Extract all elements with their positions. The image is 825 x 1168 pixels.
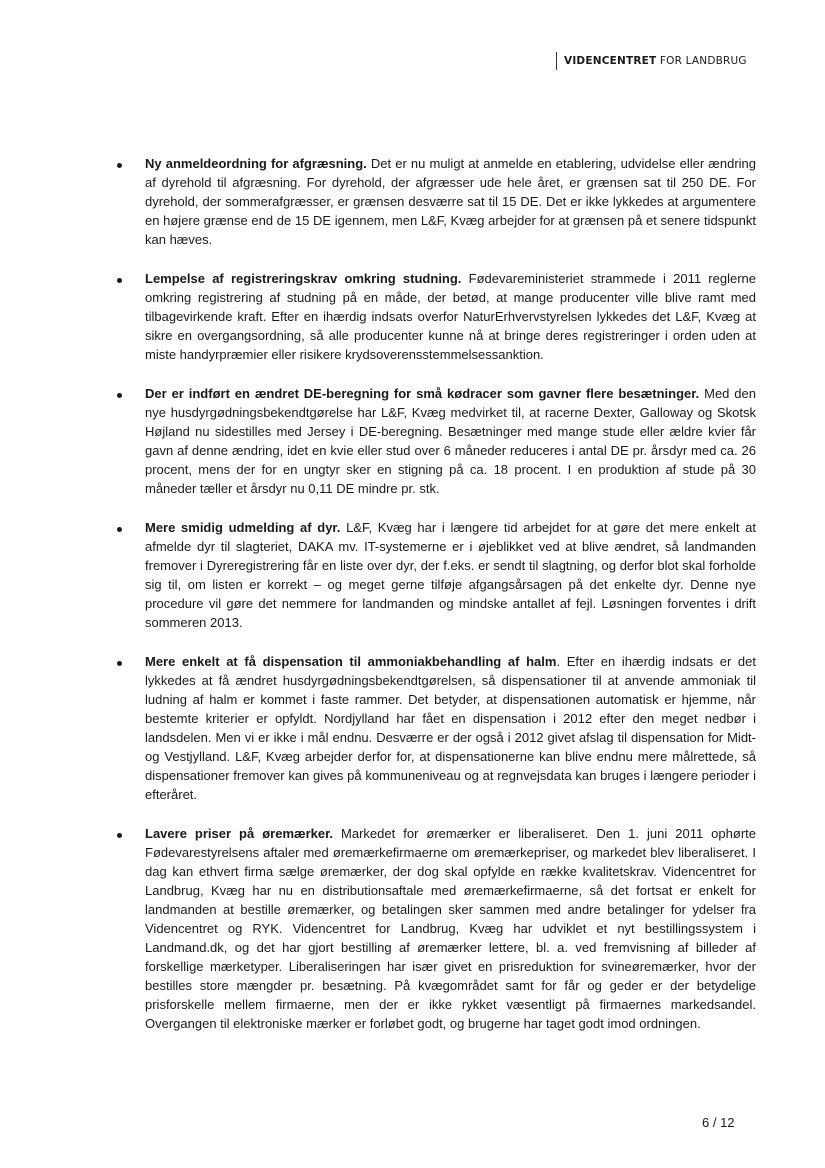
bullet-dot-icon — [117, 163, 122, 168]
page-header — [556, 52, 747, 70]
item-text: Det er nu muligt at anmelde en etablering, udvidelse eller ændring af dyrehold til afgræsning. For dyrehold, der afgræsser ude hele året, er grænsen sat til 250 DE. For dyrehold, der sommerafgræsser, er grænsen desværre sat til 15 DE. Det er ikke lykkedes at argumentere en højere grænse end de 15 DE igennem, men L&F, Kvæg arbejder for at grænsen på et senere tidspunkt kan hæves. — [145, 156, 756, 247]
item-title: Mere enkelt at få dispensation til ammoniakbehandling af halm — [145, 654, 557, 669]
bullet-item-4 — [117, 518, 756, 632]
paragraph — [145, 824, 756, 1033]
item-title: Lempelse af registreringskrav omkring studning. — [145, 271, 462, 286]
bullet-dot-icon — [117, 833, 122, 838]
paragraph — [145, 154, 756, 249]
bullet-dot-icon — [117, 278, 122, 283]
page-number: 6 / 12 — [702, 1115, 735, 1130]
bullet-item-5 — [117, 652, 756, 804]
bullet-item-1 — [117, 154, 756, 249]
item-text: L&F, Kvæg har i længere tid arbejdet for at gøre det mere enkelt at afmelde dyr til slagteriet, DAKA mv. IT-systemerne er i øjeblikket ved at blive ændret, så landmanden fremover i Dyreregistrering får en liste over dyr, der f.eks. er sendt til slagtning, og derfor blot skal forholde sig til, om listen er korrekt – og meget gerne tilføje afgangsårsagen på det enkelte dyr. Denne nye procedure vil gøre det nemmere for landmanden og mindske antallet af fejl. Løsningen forventes i drift sommeren 2013. — [145, 520, 756, 630]
item-title: Der er indført en ændret DE-beregning for små kødracer som gavner flere besætninger. — [145, 386, 700, 401]
item-text: . Efter en ihærdig indsats er det lykkedes at få ændret husdyrgødningsbekendtgørelsen, så dispensationer til at anvende ammoniak til ludning af halm er kommet i faste rammer. Det betyder, at dispensationen automatisk er hjemme, når bestemte kriterier er opfyldt. Nordjylland har fået en dispensation i 2012 efter den meget nedbør i landsdelen. Men vi er ikke i mål endnu. Desværre er der også i 2012 givet afslag til dispensation for Midt- og Vestjylland. L&F, Kvæg arbejder derfor for, at dispensationerne kan blive endnu mere målrettede, så dispensationer fremover kan gives på kommuneniveau og at regnvejsdata kan bruges i længere perioder i efteråret. — [145, 654, 756, 802]
bullet-item-2 — [117, 269, 756, 364]
paragraph — [145, 384, 756, 498]
header-org-rest: FOR LANDBRUG — [656, 55, 747, 67]
item-text: Fødevareministeriet strammede i 2011 reglerne omkring registrering af studning på en måde, der betød, at mange producenter ville blive ramt med tilbagevirkende kraft. Efter en ihærdig indsats overfor NaturErhvervstyrelsen lykkedes det L&F, Kvæg at sikre en overgangsordning, så alle producenter kunne nå at bringe deres registreringer i orden uden at miste handyrpræmier eller risikere krydsoverensstemmelsessanktion. — [145, 271, 756, 362]
header-org-bold: VIDENCENTRET — [564, 55, 657, 67]
item-text: Med den nye husdyrgødningsbekendtgørelse har L&F, Kvæg medvirket til, at racerne Dexter, Galloway og Skotsk Højland nu sidestilles med Jersey i DE-beregning. Besætninger med mange stude eller ældre kvier får gavn af denne ændring, idet en kvie eller stud over 6 måneder reduceres i antal DE pr. årsdyr med ca. 26 procent, mens der for en ungtyr sker en stigning på ca. 18 procent. I en produktion af stude på 30 måneder tæller et årsdyr nu 0,11 DE mindre pr. stk. — [145, 386, 756, 496]
item-title: Mere smidig udmelding af dyr. — [145, 520, 341, 535]
paragraph — [145, 518, 756, 632]
bullet-item-3 — [117, 384, 756, 498]
item-text: Markedet for øremærker er liberaliseret. Den 1. juni 2011 ophørte Fødevarestyrelsens aftaler med øremærkefirmaerne om øremærkepriser, og markedet blev liberaliseret. I dag kan ethvert firma sælge øremærker, der dog skal opfylde en række kvalitetskrav. Videncentret for Landbrug, Kvæg har nu en distributionsaftale med øremærkefirmaerne, så det fortsat er enkelt for landmanden at bestille øremærker, og betalingen sker sammen med andre betalinger for ydelser fra Videncentret og RYK. Videncentret for Landbrug, Kvæg har udviklet et nyt bestillingssystem i Landmand.dk, og det har gjort bestilling af øremærker lettere, bl. a. ved fremvisning af billeder af forskellige mærketyper. Liberaliseringen har især givet en prisreduktion for svineøremærker, hvor der bestilles store mængder pr. besætning. På kvægområdet samt for får og geder er der betydelige prisforskelle mellem firmaerne, men der er ikke rykket væsentligt på firmaernes markedsandel. Overgangen til elektroniske mærker er forløbet godt, og brugerne har taget godt imod ordningen. — [145, 826, 756, 1031]
bullet-item-6 — [117, 824, 756, 1033]
bullet-dot-icon — [117, 527, 122, 532]
bullet-dot-icon — [117, 661, 122, 666]
paragraph — [145, 652, 756, 804]
item-title: Lavere priser på øremærker. — [145, 826, 334, 841]
bullet-dot-icon — [117, 393, 122, 398]
item-title: Ny anmeldeordning for afgræsning. — [145, 156, 367, 171]
document-body — [117, 154, 756, 1053]
paragraph — [145, 269, 756, 364]
